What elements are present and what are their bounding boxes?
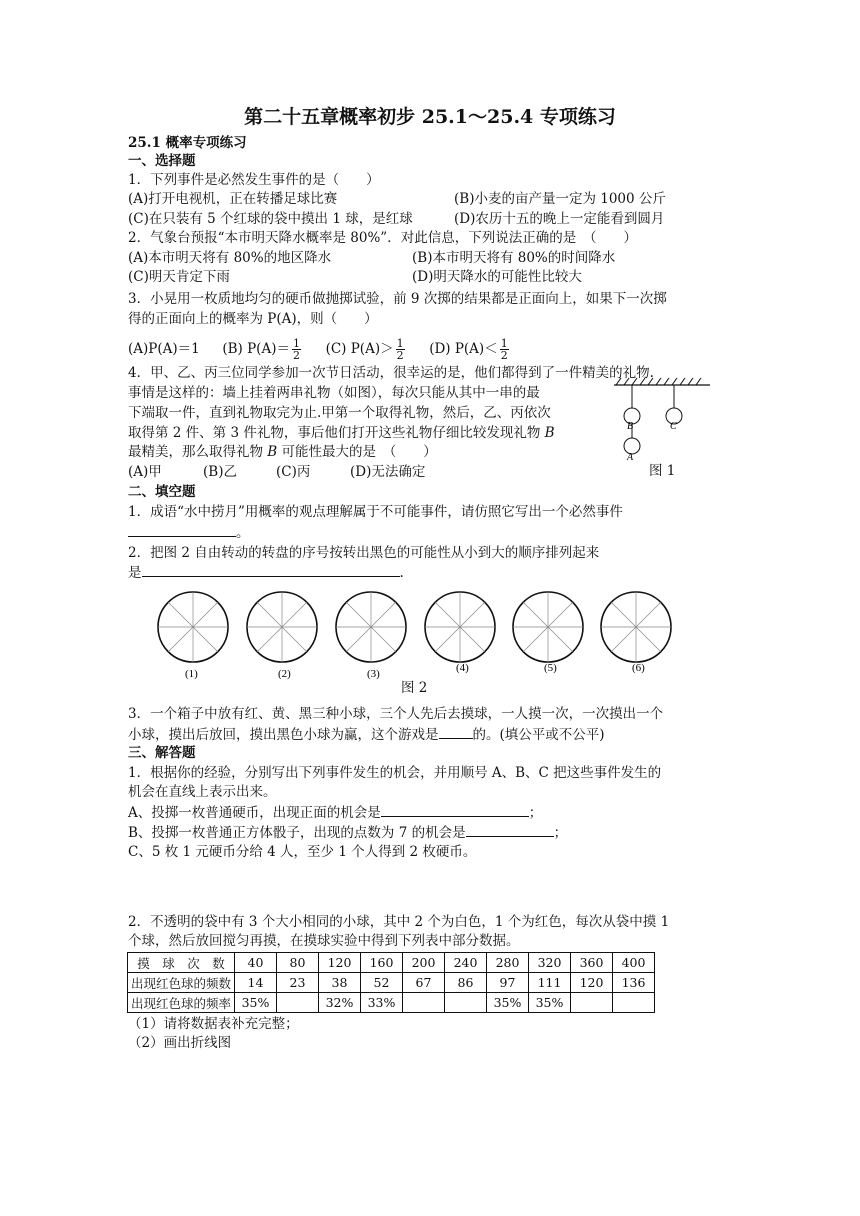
table-cell: 35% — [529, 993, 571, 1013]
ball-a-label: A — [627, 452, 634, 463]
fill-q2-line2: 是 . — [128, 565, 404, 581]
q3-options — [128, 334, 511, 364]
section-heading: 25.1 概率专项练习 — [128, 135, 247, 151]
q3-option-a: (A)P(A)＝1 — [128, 341, 200, 357]
table-cell: 35% — [487, 993, 529, 1013]
answer-blank[interactable] — [128, 523, 236, 537]
table-row — [128, 953, 655, 973]
table-cell: 67 — [403, 973, 445, 993]
q3-line2: 得的正面向上的概率为 P(A)，则（ ） — [128, 311, 378, 327]
part3-heading: 三、解答题 — [128, 745, 196, 761]
spinner-wheel — [158, 592, 228, 680]
table-row — [128, 993, 655, 1013]
row-header: 摸 球 次 数 — [128, 953, 235, 973]
spinner-label: (4) — [456, 662, 469, 674]
table-cell: 23 — [277, 973, 319, 993]
table-cell: 120 — [571, 973, 613, 993]
fraction-half: $\frac{1}{2}$ — [396, 337, 404, 362]
table-cell: 40 — [235, 953, 277, 973]
spinner-label: (2) — [278, 668, 291, 680]
q4-line4: 取得第 2 件、第 3 件礼物，事后他们打开这些礼物仔细比较发现礼物 B — [128, 425, 555, 441]
table-cell: 136 — [613, 973, 655, 993]
ans-q1-line1: 1．根据你的经验，分别写出下列事件发生的机会，并用顺号 A、B、C 把这些事件发生的 — [128, 765, 662, 781]
figure-2-label: 图 2 — [401, 680, 428, 696]
spinner-wheel — [513, 592, 583, 674]
table-cell[interactable] — [445, 993, 487, 1013]
table-cell: 120 — [319, 953, 361, 973]
answer-blank[interactable] — [142, 563, 400, 577]
fraction-half: $\frac{1}{2}$ — [292, 337, 300, 362]
q3-option-c: (C) P(A)＞ — [325, 341, 394, 357]
ans-q1-c: C、5 枚 1 元硬币分给 4 人，至少 1 个人得到 2 枚硬币。 — [128, 844, 477, 860]
table-cell: 320 — [529, 953, 571, 973]
table-cell: 280 — [487, 953, 529, 973]
data-table — [127, 952, 655, 1013]
part1-heading: 一、选择题 — [128, 153, 196, 169]
spinner-wheel — [336, 592, 406, 680]
q1-option-d: (D)农历十五的晚上一定能看到圆月 — [454, 211, 665, 227]
sub-question-2: （2）画出折线图 — [128, 1035, 232, 1051]
spinner-label: (1) — [185, 668, 198, 680]
q3-option-d: (D) P(A)＜ — [429, 341, 498, 357]
table-row — [128, 973, 655, 993]
figure-2-spinners — [150, 585, 670, 685]
table-cell: 52 — [361, 973, 403, 993]
fill-q1-line1: 1．成语“水中捞月”用概率的观点理解属于不可能事件，请仿照它写出一个必然事件 — [128, 504, 623, 520]
page-title: 第二十五章概率初步 25.1～25.4 专项练习 — [244, 106, 616, 128]
fill-q3-line1: 3．一个箱子中放有红、黄、黑三种小球，三个人先后去摸球，一人摸一次，一次摸出一个 — [128, 706, 664, 722]
q1-option-a: (A)打开电视机，正在转播足球比赛 — [128, 191, 338, 207]
ans-q2-line1: 2．不透明的袋中有 3 个大小相同的小球，其中 2 个为白色，1 个为红色，每次从袋中摸 1 — [128, 914, 670, 930]
row-header: 出现红色球的频率 — [128, 993, 235, 1013]
q4-option-d: (D)无法确定 — [350, 464, 426, 480]
spinner-label: (6) — [632, 662, 645, 674]
q2-option-d: (D)明天降水的可能性比较大 — [412, 269, 582, 285]
q4-line2: 事情是这样的：墙上挂着两串礼物（如图），每次只能从其中一串的最 — [128, 385, 540, 401]
q2-stem: 2．气象台预报“本市明天降水概率是 80%”．对此信息，下列说法正确的是 （ ） — [128, 230, 637, 246]
table-cell: 38 — [319, 973, 361, 993]
q3-option-b: (B) P(A)＝ — [222, 341, 290, 357]
table-cell: 80 — [277, 953, 319, 973]
table-cell: 14 — [235, 973, 277, 993]
ans-q1-line2: 机会在直线上表示出来。 — [128, 784, 277, 800]
table-cell: 35% — [235, 993, 277, 1013]
q4-line3: 下端取一件，直到礼物取完为止.甲第一个取得礼物，然后，乙、丙依次 — [128, 405, 551, 421]
table-cell: 86 — [445, 973, 487, 993]
table-cell: 240 — [445, 953, 487, 973]
table-cell: 400 — [613, 953, 655, 973]
answer-blank[interactable] — [466, 823, 554, 837]
part2-heading: 二、填空题 — [128, 484, 196, 500]
table-cell: 160 — [361, 953, 403, 973]
q4-line5: 最精美，那么取得礼物 B 可能性最大的是 （ ） — [128, 444, 437, 460]
ball-c-label: C — [670, 421, 677, 432]
table-cell[interactable] — [613, 993, 655, 1013]
q4-line1: 4．甲、乙、丙三位同学参加一次节日活动，很幸运的是，他们都得到了一件精美的礼物. — [128, 365, 654, 381]
ans-q2-line2: 个球，然后放回搅匀再摸，在摸球实验中得到下列表中部分数据。 — [128, 933, 520, 949]
ans-q1-a: A、投掷一枚普通硬币，出现正面的机会是 ； — [128, 805, 543, 821]
q2-option-c: (C)明天肯定下雨 — [128, 269, 230, 285]
spinner-label: (3) — [367, 668, 380, 680]
table-cell: 97 — [487, 973, 529, 993]
q3-line1: 3．小晃用一枚质地均匀的硬币做抛掷试验，前 9 次掷的结果都是正面向上，如果下一次掷 — [128, 291, 667, 307]
table-cell[interactable] — [571, 993, 613, 1013]
answer-blank[interactable] — [381, 803, 529, 817]
fill-q2-line1: 2．把图 2 自由转动的转盘的序号按转出黑色的可能性从小到大的顺序排列起来 — [128, 545, 600, 561]
fill-q3-line2: 小球，摸出后放回，摸出黑色小球为赢，这个游戏是 的。(填公平或不公平) — [128, 727, 605, 743]
answer-blank[interactable] — [439, 725, 473, 739]
q2-option-a: (A)本市明天将有 80%的地区降水 — [128, 250, 332, 266]
row-header: 出现红色球的频数 — [128, 973, 235, 993]
q1-option-c: (C)在只装有 5 个红球的袋中摸出 1 球，是红球 — [128, 211, 413, 227]
q4-option-b: (B)乙 — [203, 464, 237, 480]
q1-option-b: (B)小麦的亩产量一定为 1000 公斤 — [454, 191, 666, 207]
ball-b-label: B — [627, 421, 634, 432]
spinner-wheel — [425, 592, 495, 674]
q4-option-c: (C)丙 — [276, 464, 311, 480]
q1-stem: 1．下列事件是必然发生事件的是（ ） — [128, 172, 380, 188]
ans-q1-b: B、投掷一枚普通正方体骰子，出现的点数为 7 的机会是 ； — [128, 825, 568, 841]
figure-1-hanging-gifts — [612, 380, 712, 465]
spinner-wheel — [247, 592, 317, 680]
spinner-wheel — [601, 592, 671, 674]
table-cell: 360 — [571, 953, 613, 973]
figure-1-label: 图 1 — [649, 463, 676, 479]
q2-option-b: (B)本市明天将有 80%的时间降水 — [412, 250, 616, 266]
table-cell: 200 — [403, 953, 445, 973]
q4-option-a: (A)甲 — [128, 464, 162, 480]
fill-q1-line2: 。 — [128, 523, 250, 542]
sub-question-1: （1）请将数据表补充完整； — [128, 1016, 299, 1032]
fraction-half: $\frac{1}{2}$ — [500, 337, 508, 362]
table-cell: 33% — [361, 993, 403, 1013]
table-cell[interactable] — [403, 993, 445, 1013]
table-cell: 32% — [319, 993, 361, 1013]
table-cell[interactable] — [277, 993, 319, 1013]
spinner-label: (5) — [544, 662, 557, 674]
table-cell: 111 — [529, 973, 571, 993]
